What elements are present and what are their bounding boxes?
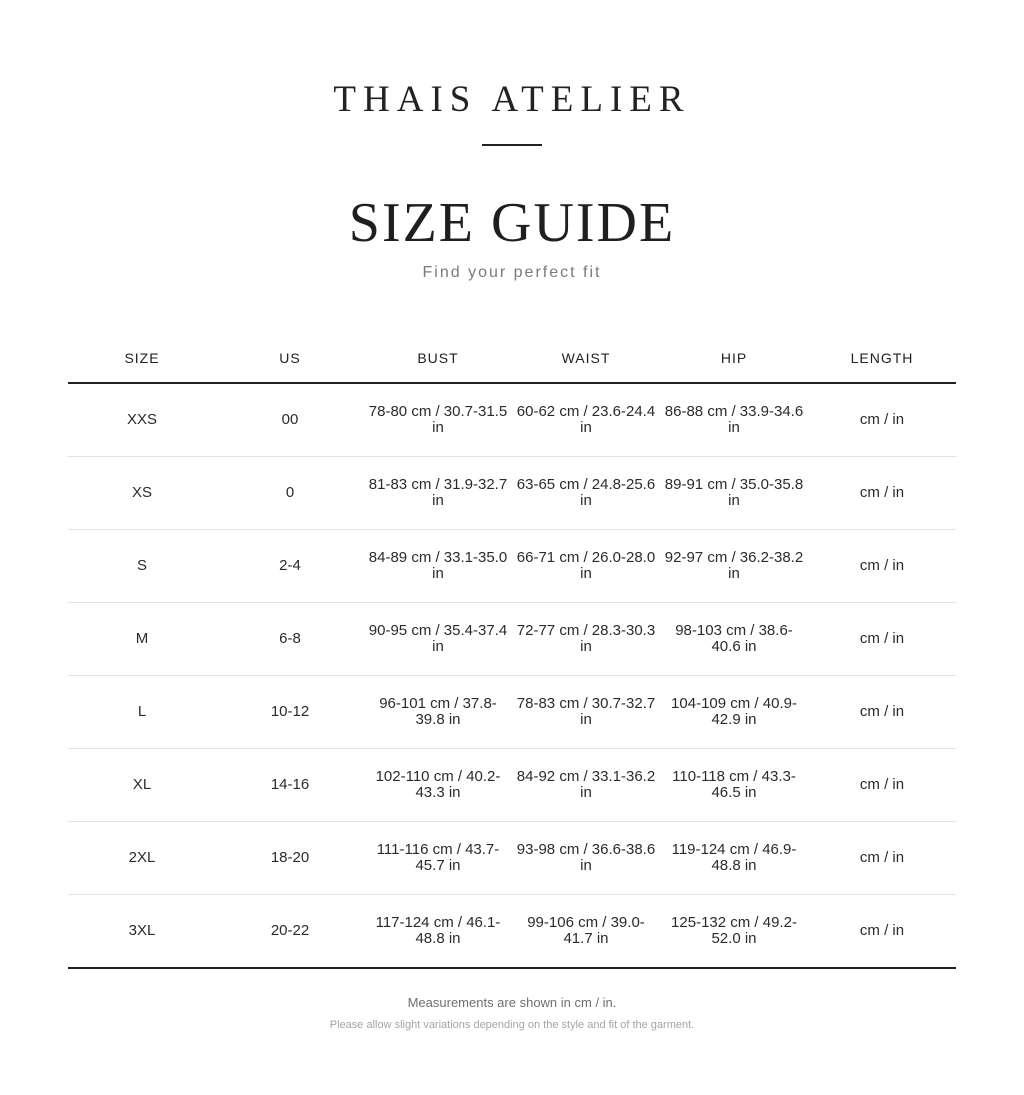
- cell-bust: 81-83 cm / 31.9-32.7 in: [364, 457, 512, 530]
- cell-length: cm / in: [808, 530, 956, 603]
- cell-waist: 72-77 cm / 28.3-30.3 in: [512, 603, 660, 676]
- cell-size: S: [68, 530, 216, 603]
- header-waist: WAIST: [512, 334, 660, 383]
- table-row: [68, 603, 956, 676]
- header-length: LENGTH: [808, 334, 956, 383]
- table-header-row: [68, 334, 956, 383]
- page-title: SIZE GUIDE: [348, 192, 676, 254]
- cell-us: 0: [216, 457, 364, 530]
- table-row: [68, 895, 956, 969]
- cell-length: cm / in: [808, 676, 956, 749]
- cell-us: 00: [216, 383, 364, 457]
- cell-hip: 89-91 cm / 35.0-35.8 in: [660, 457, 808, 530]
- brand-name: THAIS ATELIER: [333, 79, 691, 120]
- cell-us: 14-16: [216, 749, 364, 822]
- cell-hip: 104-109 cm / 40.9-42.9 in: [660, 676, 808, 749]
- cell-waist: 93-98 cm / 36.6-38.6 in: [512, 822, 660, 895]
- header-size: SIZE: [68, 334, 216, 383]
- cell-size: XXS: [68, 383, 216, 457]
- header-bust: BUST: [364, 334, 512, 383]
- cell-us: 18-20: [216, 822, 364, 895]
- table-row: [68, 530, 956, 603]
- measurement-note: Measurements are shown in cm / in.: [407, 995, 617, 1010]
- cell-hip: 110-118 cm / 43.3-46.5 in: [660, 749, 808, 822]
- cell-waist: 63-65 cm / 24.8-25.6 in: [512, 457, 660, 530]
- cell-bust: 111-116 cm / 43.7-45.7 in: [364, 822, 512, 895]
- cell-waist: 66-71 cm / 26.0-28.0 in: [512, 530, 660, 603]
- cell-bust: 102-110 cm / 40.2-43.3 in: [364, 749, 512, 822]
- cell-length: cm / in: [808, 603, 956, 676]
- cell-waist: 99-106 cm / 39.0-41.7 in: [512, 895, 660, 969]
- header-hip: HIP: [660, 334, 808, 383]
- cell-us: 2-4: [216, 530, 364, 603]
- cell-bust: 78-80 cm / 30.7-31.5 in: [364, 383, 512, 457]
- variation-disclaimer: Please allow slight variations depending on the style and fit of the garment.: [329, 1019, 695, 1031]
- cell-bust: 84-89 cm / 33.1-35.0 in: [364, 530, 512, 603]
- cell-hip: 92-97 cm / 36.2-38.2 in: [660, 530, 808, 603]
- cell-waist: 78-83 cm / 30.7-32.7 in: [512, 676, 660, 749]
- cell-size: 3XL: [68, 895, 216, 969]
- table-row: [68, 383, 956, 457]
- cell-us: 6-8: [216, 603, 364, 676]
- cell-hip: 86-88 cm / 33.9-34.6 in: [660, 383, 808, 457]
- brand-divider: [482, 144, 542, 146]
- cell-size: L: [68, 676, 216, 749]
- cell-hip: 119-124 cm / 46.9-48.8 in: [660, 822, 808, 895]
- table-row: [68, 749, 956, 822]
- cell-waist: 84-92 cm / 33.1-36.2 in: [512, 749, 660, 822]
- cell-waist: 60-62 cm / 23.6-24.4 in: [512, 383, 660, 457]
- cell-us: 20-22: [216, 895, 364, 969]
- size-table: [68, 334, 956, 969]
- cell-size: XL: [68, 749, 216, 822]
- page-subtitle: Find your perfect fit: [422, 264, 602, 281]
- cell-us: 10-12: [216, 676, 364, 749]
- cell-size: 2XL: [68, 822, 216, 895]
- cell-length: cm / in: [808, 383, 956, 457]
- table-row: [68, 457, 956, 530]
- cell-bust: 90-95 cm / 35.4-37.4 in: [364, 603, 512, 676]
- table-row: [68, 676, 956, 749]
- cell-size: M: [68, 603, 216, 676]
- cell-bust: 117-124 cm / 46.1-48.8 in: [364, 895, 512, 969]
- cell-hip: 98-103 cm / 38.6-40.6 in: [660, 603, 808, 676]
- cell-length: cm / in: [808, 822, 956, 895]
- table-row: [68, 822, 956, 895]
- cell-length: cm / in: [808, 749, 956, 822]
- cell-bust: 96-101 cm / 37.8-39.8 in: [364, 676, 512, 749]
- cell-size: XS: [68, 457, 216, 530]
- cell-length: cm / in: [808, 895, 956, 969]
- header-us: US: [216, 334, 364, 383]
- cell-length: cm / in: [808, 457, 956, 530]
- cell-hip: 125-132 cm / 49.2-52.0 in: [660, 895, 808, 969]
